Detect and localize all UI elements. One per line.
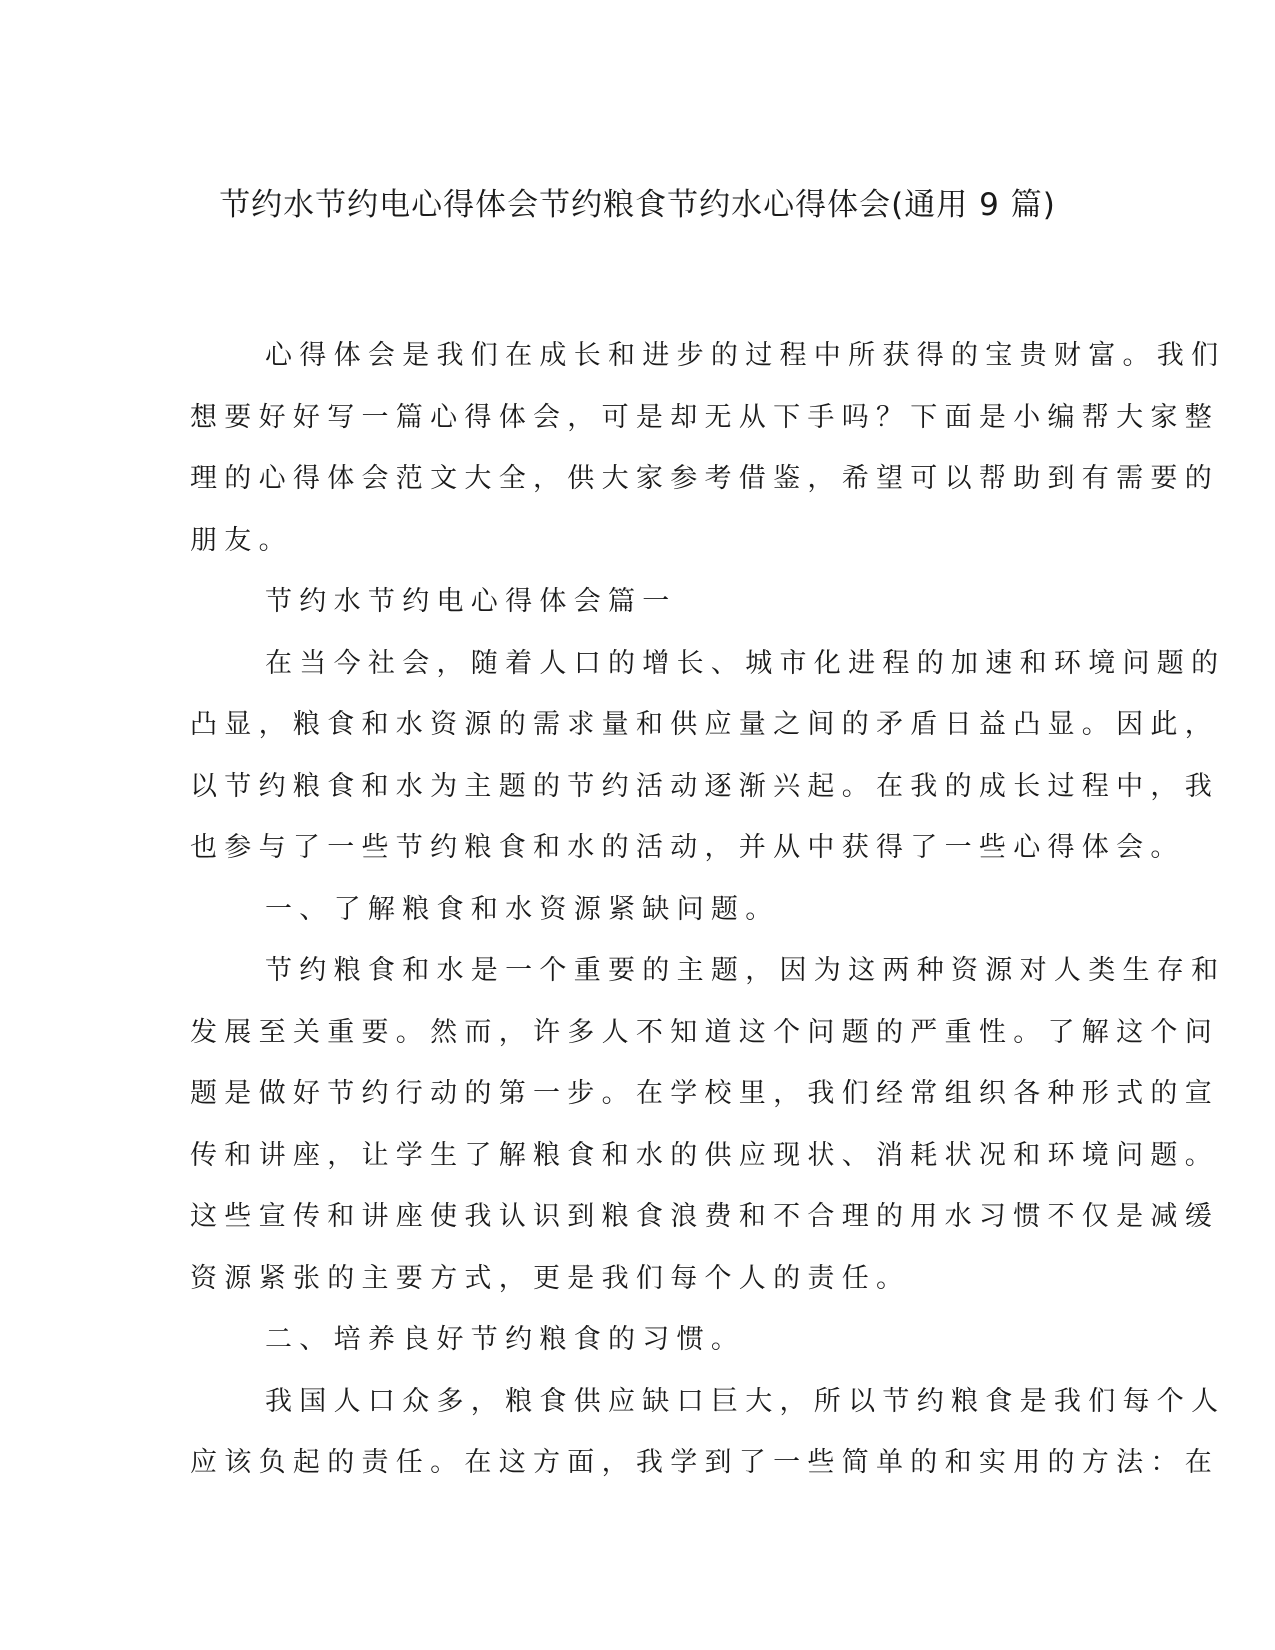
paragraph-line: 发展至关重要。然而，许多人不知道这个问题的严重性。了解这个问: [190, 1016, 1219, 1048]
paragraph-line: 以节约粮食和水为主题的节约活动逐渐兴起。在我的成长过程中，我: [190, 770, 1219, 802]
paragraph-first-line: 一、了解粮食和水资源紧缺问题。: [265, 893, 780, 925]
document-title: 节约水节约电心得体会节约粮食节约水心得体会(通用 9 篇): [219, 187, 1056, 223]
paragraph-first-line: 在当今社会，随着人口的增长、城市化进程的加速和环境问题的: [265, 647, 1226, 679]
paragraph-line: 这些宣传和讲座使我认识到粮食浪费和不合理的用水习惯不仅是减缓: [190, 1201, 1219, 1232]
paragraph-first-line: 二、培养良好节约粮食的习惯。: [265, 1324, 746, 1355]
paragraph-line: 应该负起的责任。在这方面，我学到了一些简单的和实用的方法：在: [190, 1447, 1219, 1478]
paragraph-first-line: 节约水节约电心得体会篇一: [265, 586, 677, 617]
document-body: [190, 325, 1226, 1494]
paragraph-first-line: 节约粮食和水是一个重要的主题，因为这两种资源对人类生存和: [265, 955, 1226, 986]
paragraph-line: 也参与了一些节约粮食和水的活动，并从中获得了一些心得体会。: [190, 832, 1185, 863]
paragraph-line: 想要好好写一篇心得体会，可是却无从下手吗？下面是小编帮大家整: [190, 401, 1219, 433]
paragraph-line: 传和讲座，让学生了解粮食和水的供应现状、消耗状况和环境问题。: [190, 1139, 1219, 1171]
paragraph-line: 资源紧张的主要方式，更是我们每个人的责任。: [190, 1262, 911, 1294]
paragraph-line: 理的心得体会范文大全，供大家参考借鉴，希望可以帮助到有需要的: [190, 463, 1219, 494]
paragraph-first-line: 心得体会是我们在成长和进步的过程中所获得的宝贵财富。我们: [265, 340, 1226, 371]
paragraph-first-line: 我国人口众多，粮食供应缺口巨大，所以节约粮食是我们每个人: [265, 1385, 1226, 1417]
paragraph-line: 题是做好节约行动的第一步。在学校里，我们经常组织各种形式的宣: [190, 1078, 1219, 1109]
paragraph-line: 朋友。: [190, 524, 293, 556]
paragraph-line: 凸显，粮食和水资源的需求量和供应量之间的矛盾日益凸显。因此，: [190, 709, 1219, 740]
